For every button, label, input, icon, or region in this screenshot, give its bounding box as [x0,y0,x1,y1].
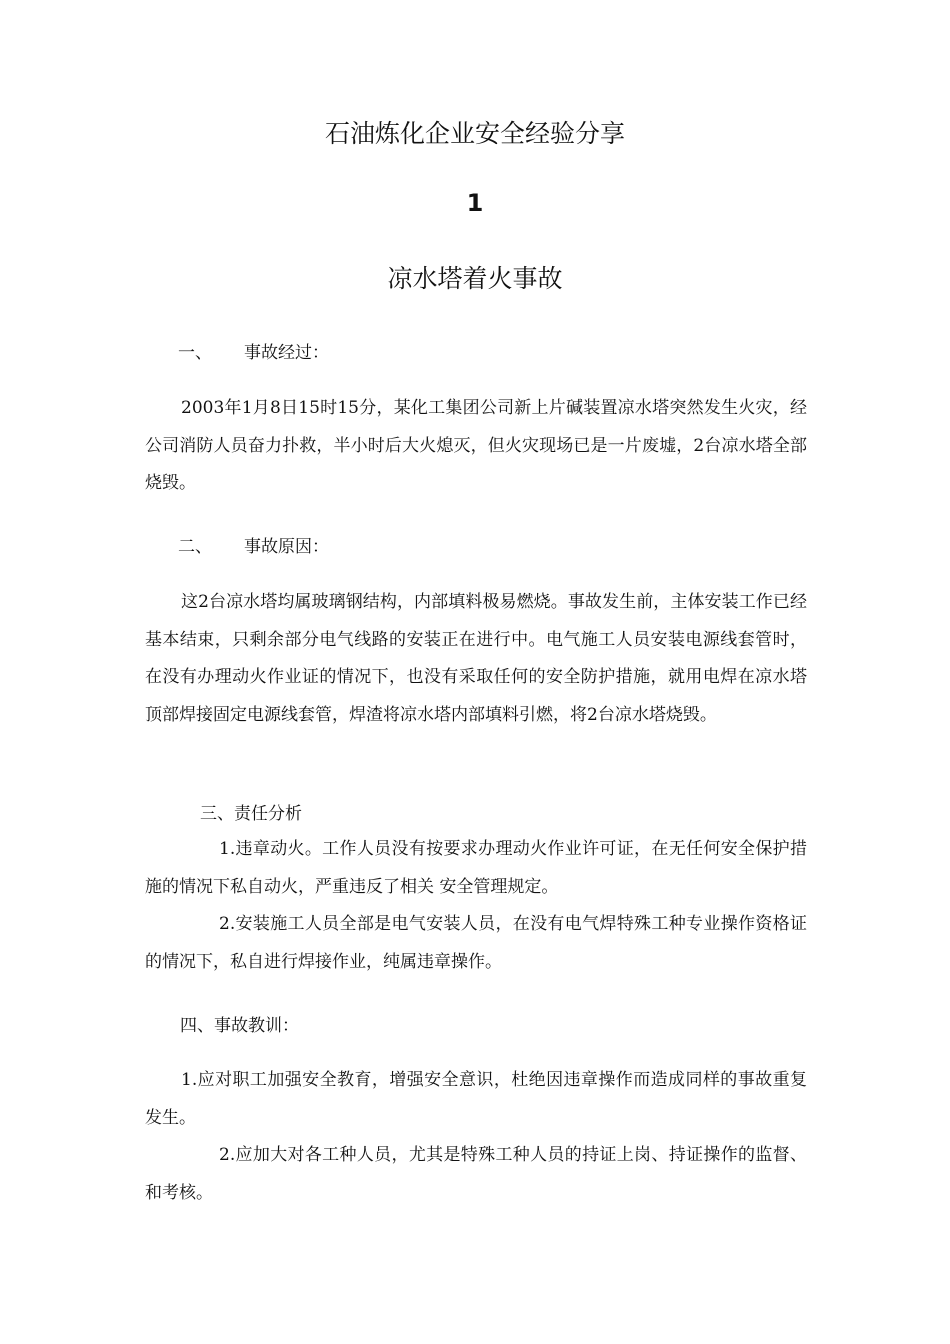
paragraph-responsibility-2: 2.安装施工人员全部是电气安装人员，在没有电气焊特殊工种专业操作资格证的情况下，私自进行焊接作业，纯属违章操作。 [145,914,807,972]
section-4-heading: 四、事故教训： [180,1016,299,1036]
section-2-number: 二、 [178,537,212,557]
paragraph-lesson-2: 2.应加大对各工种人员，尤其是特殊工种人员的持证上岗、持证操作的监督、和考核。 [145,1145,807,1203]
paragraph-lesson-1: 1.应对职工加强安全教育，增强安全意识，杜绝因违章操作而造成同样的事故重复发生。 [145,1070,807,1128]
paragraph-course: 2003年1月8日15时15分，某化工集团公司新上片碱装置凉水塔突然发生火灾，经公司消防人员奋力扑救，半小时后大火熄灭，但火灾现场已是一片废墟，2台凉水塔全部烧毁。 [145,398,807,493]
section-1-number: 一、 [178,343,212,363]
section-1-label: 事故经过： [244,343,329,363]
document-number: 1 [466,189,484,217]
document-subtitle: 凉水塔着火事故 [387,264,563,293]
section-2-label: 事故原因： [244,537,329,557]
section-3-heading: 三、责任分析 [200,804,302,824]
paragraph-responsibility-1: 1.违章动火。工作人员没有按要求办理动火作业许可证，在无任何安全保护措施的情况下私自动火，严重违反了相关 安全管理规定。 [145,839,807,897]
paragraph-cause: 这2台凉水塔均属玻璃钢结构，内部填料极易燃烧。事故发生前，主体安装工作已经基本结束，只剩余部分电气线路的安装正在进行中。电气施工人员安装电源线套管时，在没有办理动火作业证的情况下，也没有采取任何的安全防护措施，就用电焊在凉水塔顶部焊接固定电源线套管，焊渣将凉水塔内部填料引燃，将2台凉水塔烧毁。 [145,592,807,725]
document-title: 石油炼化企业安全经验分享 [324,119,625,148]
